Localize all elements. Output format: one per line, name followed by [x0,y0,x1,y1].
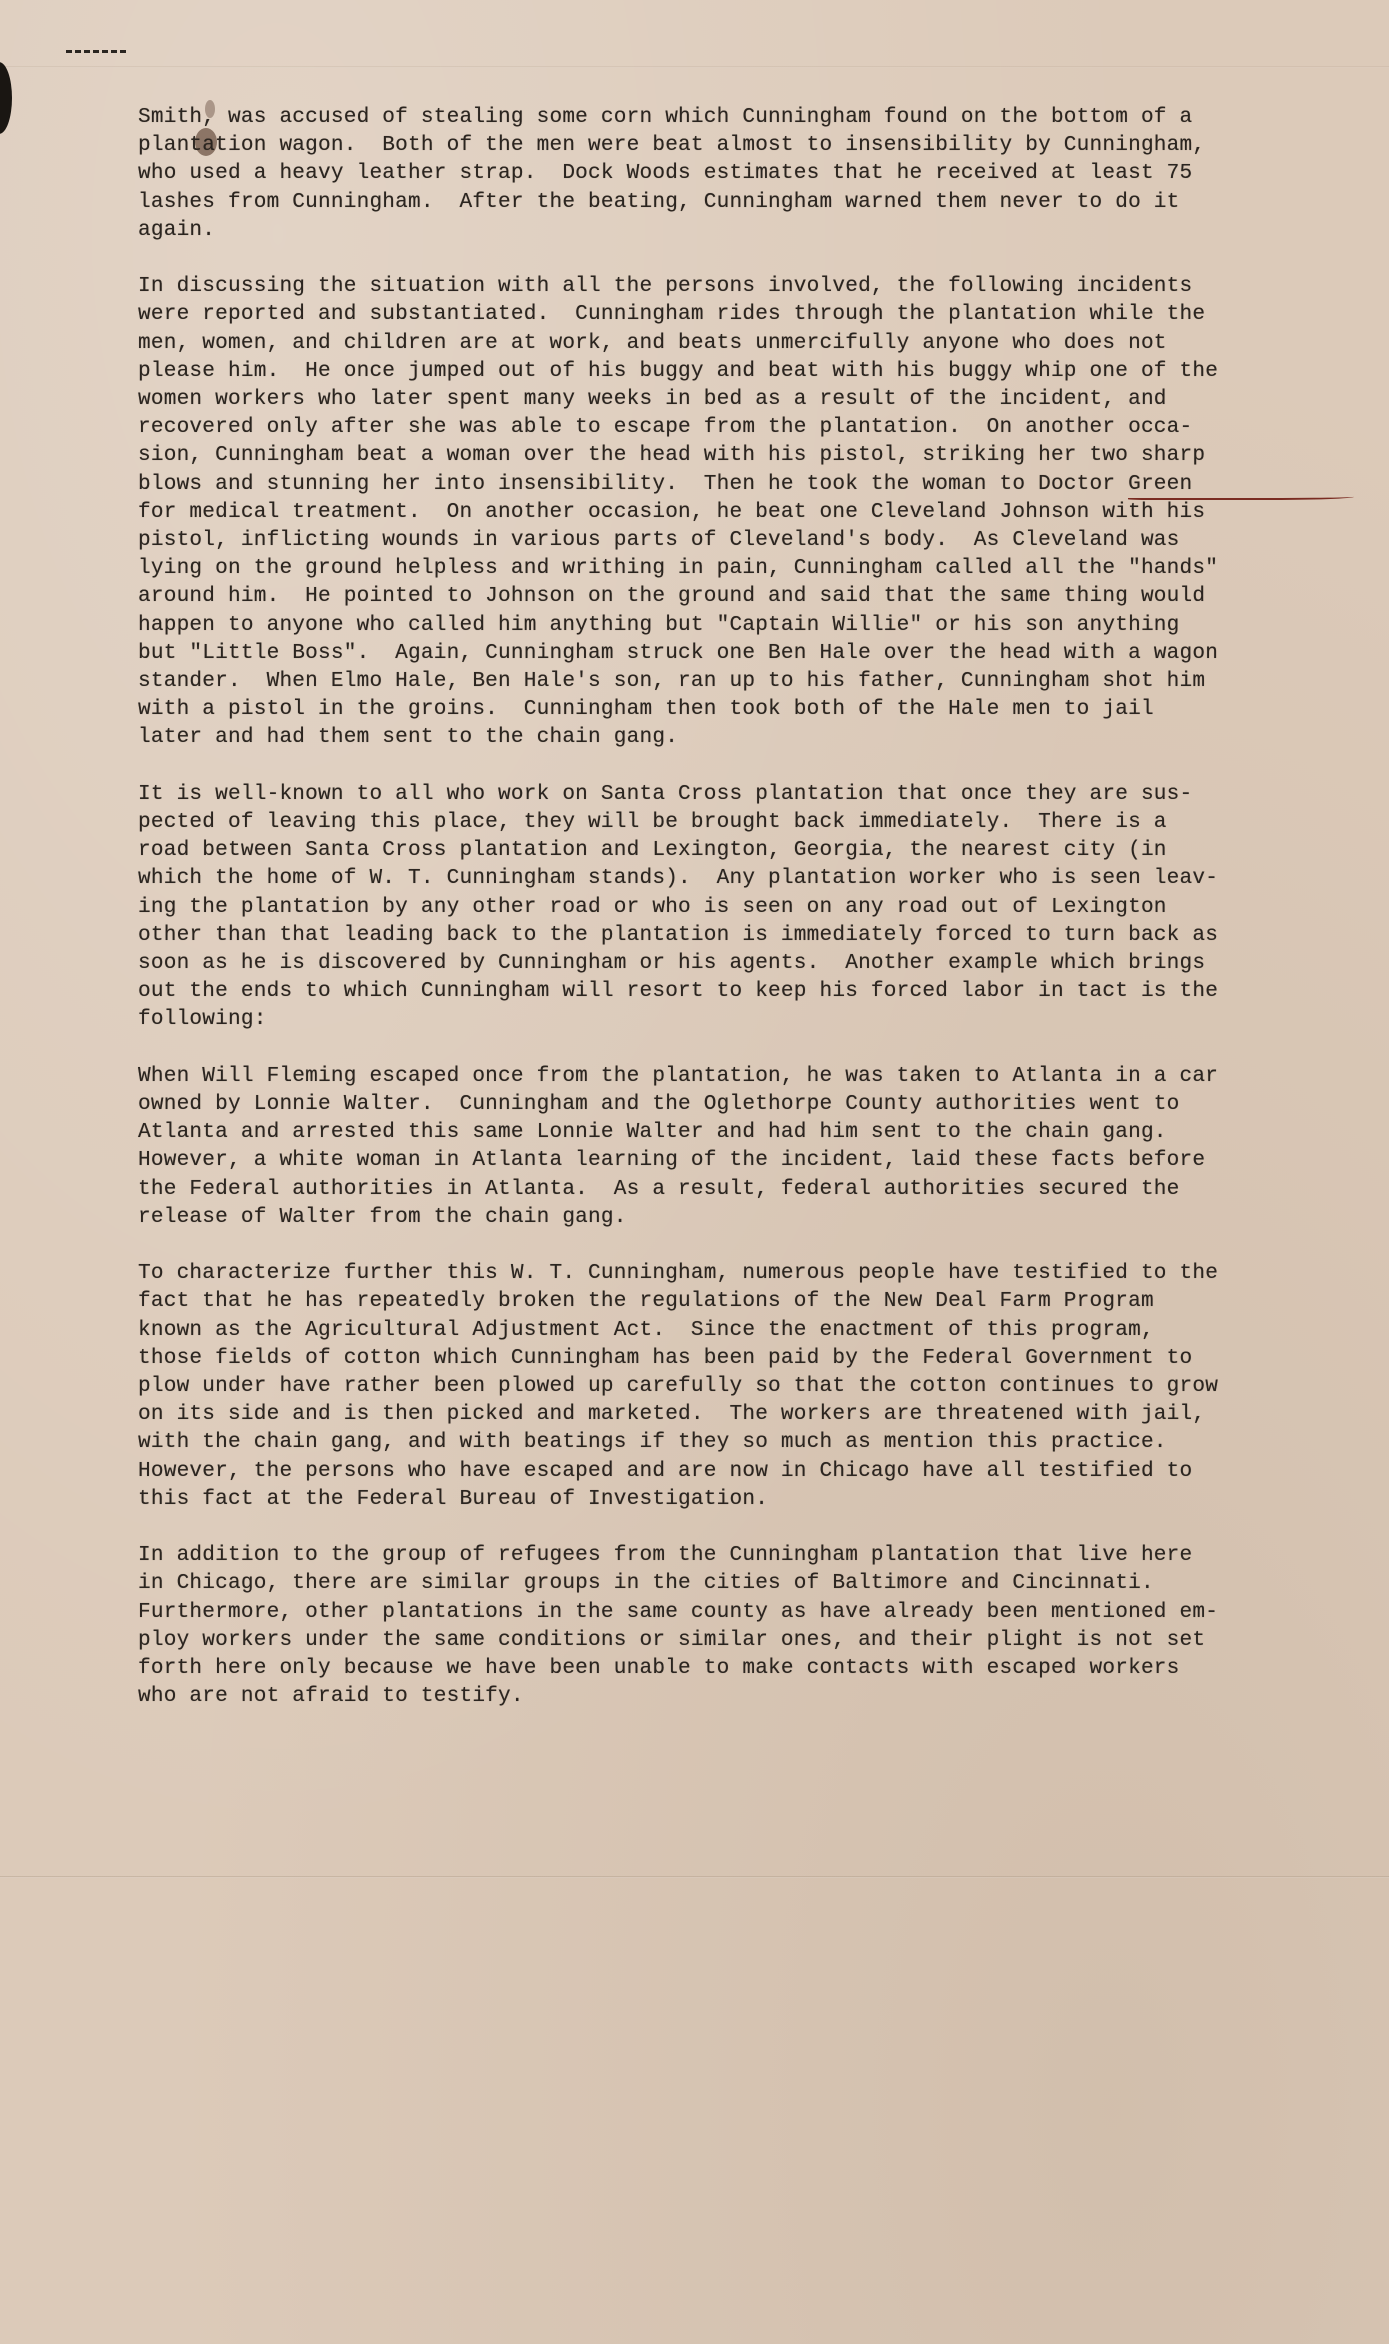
text-line: pistol, inflicting wounds in various parts of Cleveland's body. As Cleveland was [138,528,1180,553]
text-line: the Federal authorities in Atlanta. As a result, federal authorities secured the [138,1176,1180,1201]
text-line: this fact at the Federal Bureau of Investigation. [138,1486,769,1511]
text-line: known as the Agricultural Adjustment Act. Since the enactment of this program, [138,1317,1154,1342]
text-line: soon as he is discovered by Cunningham or his agents. Another example which brings [138,951,1206,976]
text-line: ing the plantation by any other road or who is seen on any road out of Lexington [138,894,1167,919]
text-line: forth here only because we have been unable to make contacts with escaped workers [138,1656,1180,1681]
paragraph [138,1062,1338,1231]
text-line: in Chicago, there are similar groups in the cities of Baltimore and Cincinnati. [138,1571,1154,1596]
text-line: blows and stunning her into insensibility. Then he took the woman to Doctor Green [138,471,1193,496]
text-line: Smith, was accused of stealing some corn which Cunningham found on the bottom of a [138,105,1193,129]
paragraph [138,272,1338,751]
text-line: following: [138,1007,267,1032]
paragraph [138,1259,1338,1513]
paragraph [138,103,1338,244]
text-line: However, the persons who have escaped and are now in Chicago have all testified to [138,1458,1193,1483]
text-line: other than that leading back to the plantation is immediately forced to turn back as [138,922,1219,947]
text-line: lashes from Cunningham. After the beating, Cunningham warned them never to do it [138,189,1180,214]
text-line: However, a white woman in Atlanta learning of the incident, laid these facts before [138,1148,1206,1173]
text-line: lying on the ground helpless and writhing in pain, Cunningham called all the "hands" [138,556,1219,581]
text-line: again. [138,217,216,242]
paragraph [138,780,1338,1034]
text-line: out the ends to which Cunningham will resort to keep his forced labor in tact is the [138,979,1219,1004]
text-line: When Will Fleming escaped once from the plantation, he was taken to Atlanta in a car [138,1063,1219,1088]
text-line: plantation wagon. Both of the men were beat almost to insensibility by Cunningham, [138,133,1206,158]
text-line: men, women, and children are at work, and beats unmercifully anyone who does not [138,330,1167,355]
text-line: Furthermore, other plantations in the same county as have already been mentioned em- [138,1599,1219,1624]
paper-fold-top [0,66,1389,68]
text-line: with a pistol in the groins. Cunningham then took both of the Hale men to jail [138,697,1154,722]
text-line: women workers who later spent many weeks in bed as a result of the incident, and [138,387,1167,412]
text-line: owned by Lonnie Walter. Cunningham and the Oglethorpe County authorities went to [138,1092,1180,1117]
text-line: with the chain gang, and with beatings if they so much as mention this practice. [138,1430,1167,1455]
text-line: ploy workers under the same conditions or similar ones, and their plight is not set [138,1627,1206,1652]
text-line: stander. When Elmo Hale, Ben Hale's son, ran up to his father, Cunningham shot him [138,669,1206,694]
handwritten-underline [1128,492,1354,500]
text-line: It is well-known to all who work on Santa Cross plantation that once they are sus- [138,781,1193,806]
page-corner-dash [66,50,126,57]
text-line: plow under have rather been plowed up carefully so that the cotton continues to grow [138,1374,1219,1399]
text-line: who are not afraid to testify. [138,1684,524,1709]
typed-document-body [138,103,1338,1739]
text-line: around him. He pointed to Johnson on the ground and said that the same thing would [138,584,1206,609]
text-line: happen to anyone who called him anything but "Captain Willie" or his son anything [138,612,1180,637]
text-line: who used a heavy leather strap. Dock Woods estimates that he received at least 75 [138,161,1193,186]
text-line: but "Little Boss". Again, Cunningham struck one Ben Hale over the head with a wagon [138,640,1219,665]
text-line: road between Santa Cross plantation and Lexington, Georgia, the nearest city (in [138,838,1167,863]
text-line: recovered only after she was able to escape from the plantation. On another occa- [138,415,1193,440]
text-line: release of Walter from the chain gang. [138,1204,627,1229]
text-line: which the home of W. T. Cunningham stands). Any plantation worker who is seen leav- [138,866,1219,891]
text-line: To characterize further this W. T. Cunningham, numerous people have testified to the [138,1261,1219,1286]
text-line: on its side and is then picked and marketed. The workers are threatened with jail, [138,1402,1206,1427]
text-line: Atlanta and arrested this same Lonnie Walter and had him sent to the chain gang. [138,1120,1167,1145]
text-line: those fields of cotton which Cunningham has been paid by the Federal Government to [138,1345,1193,1370]
text-line: were reported and substantiated. Cunningham rides through the plantation while the [138,302,1206,327]
paragraph [138,1541,1338,1710]
text-line: for medical treatment. On another occasion, he beat one Cleveland Johnson with his [138,499,1206,524]
paper-fold-crease [0,1876,1389,1878]
text-line: In discussing the situation with all the persons involved, the following incidents [138,274,1193,299]
text-line: later and had them sent to the chain gang. [138,725,679,750]
text-line: In addition to the group of refugees from the Cunningham plantation that live here [138,1543,1193,1568]
text-line: pected of leaving this place, they will be brought back immediately. There is a [138,810,1167,835]
binder-hole-mark [0,62,12,134]
text-line: please him. He once jumped out of his buggy and beat with his buggy whip one of the [138,358,1219,383]
text-line: fact that he has repeatedly broken the regulations of the New Deal Farm Program [138,1289,1154,1314]
text-line: sion, Cunningham beat a woman over the head with his pistol, striking her two sharp [138,443,1206,468]
